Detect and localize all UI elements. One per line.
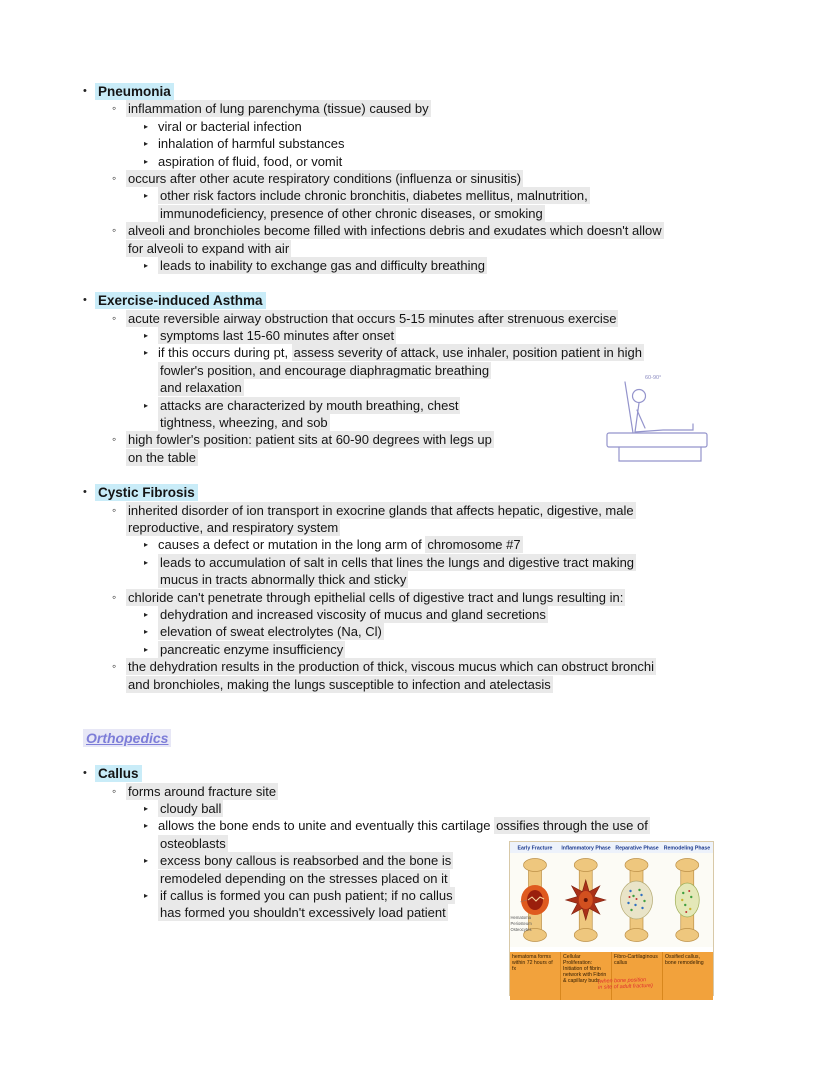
text-segment: occurs after other acute respiratory conditions (influenza or sinusitis) — [128, 170, 522, 186]
line-text — [158, 414, 330, 431]
high-fowler-illustration — [585, 370, 720, 472]
text-segment: elevation of sweat electrolytes (Na, Cl) — [160, 624, 382, 640]
line-text — [158, 554, 636, 571]
line-text — [158, 344, 644, 361]
bullet-marker: • — [83, 294, 87, 307]
line-text — [95, 765, 142, 782]
bullet-marker: ▸ — [144, 191, 149, 201]
text-segment: chromosome #7 — [427, 537, 521, 553]
note-line — [0, 205, 828, 222]
text-segment: attacks are characterized by mouth breathing, chest — [160, 397, 459, 413]
phase-label: Reparative Phase — [615, 845, 659, 852]
line-text — [95, 484, 198, 501]
section-title — [0, 730, 828, 747]
line-text — [158, 397, 460, 414]
text-segment: for alveoli to expand with air — [128, 240, 290, 256]
bullet-marker: • — [83, 85, 87, 97]
note-line — [0, 170, 828, 187]
bullet-marker: • — [83, 486, 87, 499]
bullet-marker: ▸ — [144, 121, 149, 131]
line-text — [126, 222, 664, 239]
text-segment: inherited disorder of ion transport in exocrine glands that affects hepatic, digestive, male — [128, 502, 634, 518]
text-segment: has formed you shouldn't excessively load patient — [160, 905, 446, 921]
line-text — [158, 800, 223, 817]
note-line — [0, 502, 828, 519]
line-text — [158, 153, 342, 170]
text-segment: mucus in tracts abnormally thick and sticky — [160, 572, 407, 588]
text-segment: Callus — [95, 765, 142, 782]
text-segment: chloride can't penetrate through epithelial cells of digestive tract and lungs resulting in: — [128, 589, 624, 605]
text-segment: Cystic Fibrosis — [95, 484, 198, 501]
bullet-marker: ▸ — [144, 891, 149, 901]
text-segment: leads to inability to exchange gas and difficulty breathing — [160, 257, 485, 273]
text-segment: if this occurs during pt, — [158, 345, 292, 361]
line-text — [158, 257, 487, 274]
text-segment: ossifies through the use of — [496, 818, 648, 834]
text-segment: high fowler's position: patient sits at 60-90 degrees with legs up — [128, 432, 492, 448]
line-text — [126, 240, 291, 257]
line-text — [126, 502, 636, 519]
bullet-marker: ▸ — [144, 260, 149, 270]
bullet-marker: ▸ — [144, 804, 149, 814]
patient-arm — [637, 410, 645, 428]
note-line — [0, 606, 828, 623]
bullet-marker: ▸ — [144, 557, 149, 567]
bone-healing-figure — [509, 841, 714, 996]
note-line — [0, 135, 828, 152]
bullet-marker: ▸ — [144, 348, 149, 358]
text-segment: fowler's position, and encourage diaphragmatic breathing — [160, 362, 490, 378]
text-segment: Pneumonia — [95, 83, 174, 100]
text-segment: cloudy ball — [160, 801, 222, 817]
note-line — [0, 310, 828, 327]
line-text — [158, 536, 523, 553]
note-line — [0, 327, 828, 344]
phase-label: Inflammatory Phase — [561, 845, 611, 852]
line-text — [158, 135, 344, 152]
line-text — [126, 170, 523, 187]
angle-label: 60-90° — [645, 375, 662, 381]
note-heading — [0, 83, 828, 100]
text-segment: if callus is formed you can push patient; if no callus — [160, 888, 453, 904]
phase-caption: Ossified callus, bone remodeling — [662, 952, 713, 1000]
text-segment: inflammation of lung parenchyma (tissue) caused by — [128, 101, 429, 117]
phase-label: Early Fracture — [517, 845, 553, 852]
line-text — [158, 904, 448, 921]
note-line — [0, 571, 828, 588]
table-base — [619, 447, 701, 461]
high-fowler-figure — [585, 370, 720, 472]
text-segment: pancreatic enzyme insufficiency — [160, 641, 344, 657]
note-line — [0, 153, 828, 170]
bone-healing-diagram — [510, 842, 713, 947]
line-text — [158, 205, 545, 222]
section-spacer — [0, 747, 828, 765]
side-label: Osteocytes — [510, 927, 532, 932]
line-text — [158, 379, 244, 396]
line-text — [83, 730, 171, 747]
bullet-marker: ◦ — [112, 310, 117, 325]
line-text — [158, 870, 450, 887]
bullet-marker: ▸ — [144, 156, 149, 166]
note-line — [0, 344, 828, 361]
text-segment: inhalation of harmful substances — [158, 136, 345, 152]
text-segment: other risk factors include chronic bronchitis, diabetes mellitus, malnutrition, — [160, 188, 588, 204]
text-segment: allows the bone ends to unite and eventually this cartilage — [158, 818, 495, 834]
text-segment: symptoms last 15-60 minutes after onset — [160, 328, 395, 344]
text-segment: excess bony callous is reabsorbed and the bone is — [160, 853, 452, 869]
line-text — [158, 817, 650, 834]
line-text — [158, 835, 228, 852]
note-line — [0, 118, 828, 135]
text-segment: on the table — [128, 449, 196, 465]
text-segment: leads to accumulation of salt in cells that lines the lungs and digestive tract making — [160, 554, 635, 570]
bullet-marker: • — [83, 767, 87, 780]
patient-back — [635, 403, 639, 432]
text-segment: Orthopedics — [83, 729, 171, 747]
text-segment: forms around fracture site — [128, 783, 277, 799]
bullet-marker: ◦ — [112, 659, 117, 674]
table-surface — [607, 433, 707, 447]
bullet-marker: ▸ — [144, 540, 149, 550]
bullet-marker: ◦ — [112, 432, 117, 447]
note-line — [0, 257, 828, 274]
bullet-marker: ▸ — [144, 856, 149, 866]
line-text — [158, 327, 396, 344]
phase-caption: Fibro-Cartilaginous callus — [611, 952, 662, 1000]
note-heading — [0, 484, 828, 501]
bullet-marker: ▸ — [144, 400, 149, 410]
text-segment: the dehydration results in the production of thick, viscous mucus which can obstruct bronchi — [128, 659, 655, 675]
line-text — [158, 641, 345, 658]
note-line — [0, 783, 828, 800]
bullet-marker: ◦ — [112, 589, 117, 604]
text-segment: immunodeficiency, presence of other chronic diseases, or smoking — [160, 205, 543, 221]
note-line — [0, 800, 828, 817]
line-text — [158, 623, 384, 640]
bullet-marker: ▸ — [144, 644, 149, 654]
note-line — [0, 676, 828, 693]
bullet-marker: ◦ — [112, 783, 117, 798]
notes-content — [0, 83, 828, 922]
section-spacer — [0, 693, 828, 730]
text-segment: osteoblasts — [160, 835, 226, 851]
line-text — [158, 118, 302, 135]
bullet-marker: ◦ — [112, 101, 117, 116]
bullet-marker: ◦ — [112, 170, 117, 185]
line-text — [95, 292, 266, 309]
phase-caption: hematoma forms within 72 hours of fx — [512, 954, 553, 972]
side-label: Periosteum — [510, 921, 532, 926]
line-text — [158, 571, 408, 588]
text-segment: and relaxation — [160, 380, 242, 396]
line-text — [126, 589, 625, 606]
line-text — [158, 887, 455, 904]
note-line — [0, 589, 828, 606]
note-line — [0, 817, 828, 834]
note-line — [0, 519, 828, 536]
line-text — [95, 83, 174, 100]
line-text — [126, 676, 553, 693]
line-text — [158, 362, 491, 379]
bullet-marker: ◦ — [112, 502, 117, 517]
note-line — [0, 554, 828, 571]
section-spacer — [0, 274, 828, 292]
line-text — [126, 783, 278, 800]
phase-caption: Cellular Proliferation: Initiation of fibrin network with Fibrin & capillary buds — [560, 952, 611, 1000]
note-heading — [0, 765, 828, 782]
line-text — [126, 431, 494, 448]
phase-captions-strip — [510, 952, 713, 1000]
text-segment: alveoli and bronchioles become filled with infections debris and exudates which doesn't allow — [128, 223, 662, 239]
handwritten-annotation-line: (when bone position — [597, 977, 647, 985]
handwritten-annotation-line: in site of adult fracture) — [598, 983, 654, 992]
text-segment: remodeled depending on the stresses placed on it — [160, 870, 448, 886]
patient-head — [633, 390, 646, 403]
side-label: Hematoma — [510, 915, 531, 920]
line-text — [158, 852, 453, 869]
note-line — [0, 187, 828, 204]
text-segment: aspiration of fluid, food, or vomit — [158, 153, 343, 169]
text-segment: acute reversible airway obstruction that occurs 5-15 minutes after strenuous exercise — [128, 310, 617, 326]
note-line — [0, 623, 828, 640]
text-segment: and bronchioles, making the lungs susceptible to infection and atelectasis — [128, 676, 551, 692]
bullet-marker: ▸ — [144, 331, 149, 341]
note-line — [0, 641, 828, 658]
text-segment: viral or bacterial infection — [158, 118, 302, 134]
text-segment: causes a defect or mutation in the long arm of — [158, 537, 426, 553]
bullet-marker: ▸ — [144, 627, 149, 637]
line-text — [158, 606, 548, 623]
line-text — [126, 658, 656, 675]
line-text — [158, 187, 590, 204]
note-line — [0, 658, 828, 675]
bullet-marker: ◦ — [112, 223, 117, 238]
line-text — [126, 449, 198, 466]
bullet-marker: ▸ — [144, 139, 149, 149]
note-line — [0, 240, 828, 257]
bed-backrest — [625, 382, 633, 433]
text-segment: assess severity of attack, use inhaler, position patient in high — [293, 345, 642, 361]
bullet-marker: ▸ — [144, 821, 149, 831]
note-line — [0, 536, 828, 553]
line-text — [126, 310, 618, 327]
note-line — [0, 222, 828, 239]
text-segment: dehydration and increased viscosity of mucus and gland secretions — [160, 606, 546, 622]
text-segment: reproductive, and respiratory system — [128, 519, 339, 535]
note-line — [0, 100, 828, 117]
text-segment: Exercise-induced Asthma — [95, 292, 266, 309]
bullet-marker: ▸ — [144, 609, 149, 619]
line-text — [126, 519, 340, 536]
note-heading — [0, 292, 828, 309]
line-text — [126, 100, 431, 117]
phase-label: Remodeling Phase — [663, 845, 711, 852]
text-segment: tightness, wheezing, and sob — [160, 415, 328, 431]
